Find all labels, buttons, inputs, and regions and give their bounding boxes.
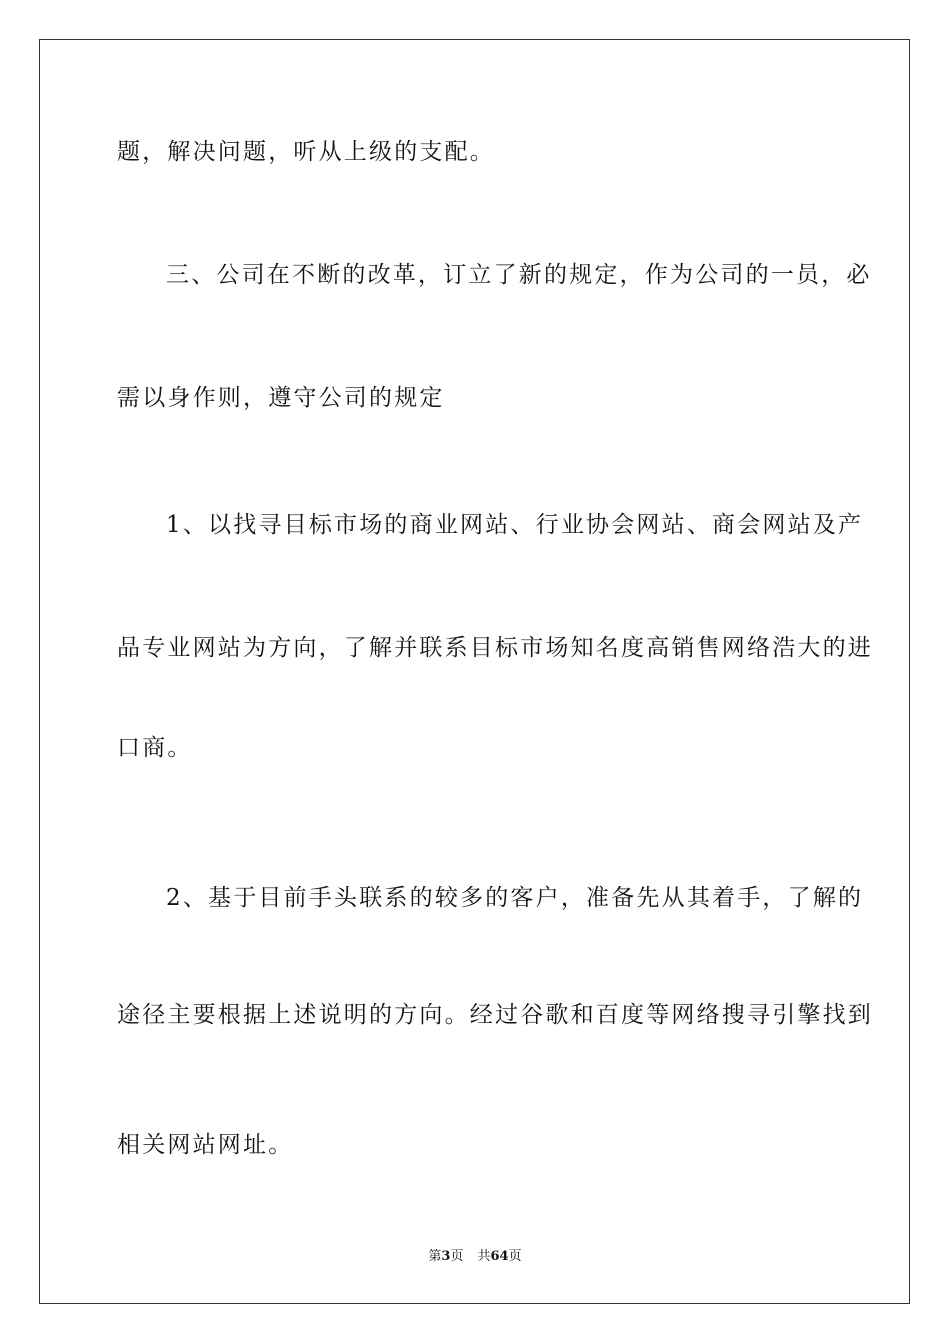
page-footer	[0, 1248, 950, 1266]
page-suffix: 页	[450, 1249, 464, 1264]
body-line-4: 1、以找寻目标市场的商业网站、行业协会网站、商会网站及产	[166, 512, 864, 538]
body-line-3: 需以身作则，遵守公司的规定	[117, 385, 445, 411]
page-border	[39, 39, 910, 1304]
body-line-1: 题，解决问题，听从上级的支配。	[117, 139, 495, 165]
body-line-7: 2、基于目前手头联系的较多的客户，准备先从其着手，了解的	[166, 885, 864, 911]
total-suffix: 页	[508, 1249, 522, 1264]
total-pages: 64	[490, 1249, 509, 1264]
body-line-2: 三、公司在不断的改革，订立了新的规定，作为公司的一员，必	[166, 262, 872, 288]
body-line-5: 品专业网站为方向，了解并联系目标市场知名度高销售网络浩大的进	[117, 635, 873, 661]
page-number: 3	[441, 1249, 451, 1264]
body-line-9: 相关网站网址。	[117, 1132, 294, 1158]
page-prefix: 第	[428, 1249, 442, 1264]
total-prefix: 共	[477, 1249, 491, 1264]
body-line-8: 途径主要根据上述说明的方向。经过谷歌和百度等网络搜寻引擎找到	[117, 1002, 873, 1028]
body-line-6: 口商。	[117, 735, 193, 761]
